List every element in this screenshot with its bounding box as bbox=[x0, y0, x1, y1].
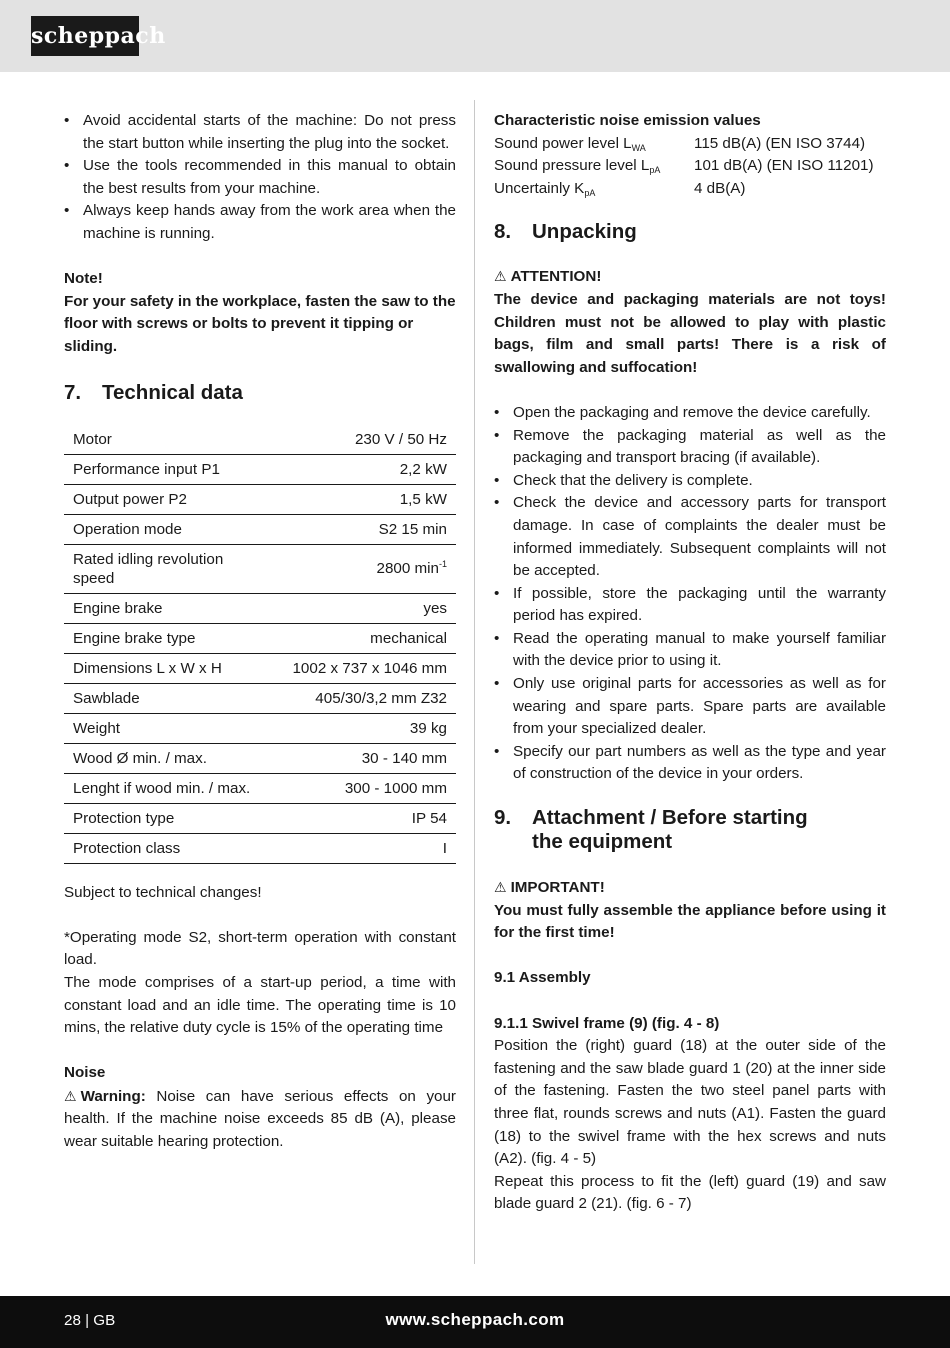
spec-label: Dimensions L x W x H bbox=[64, 653, 272, 683]
note-title: Note! bbox=[64, 270, 103, 288]
warning-icon: ⚠ bbox=[494, 268, 507, 285]
note-text: For your safety in the workplace, fasten the saw to the floor with screws or bolts to prevent it tipping or sliding. bbox=[64, 292, 456, 355]
spec-value-text: 1002 x 737 x 1046 mm bbox=[292, 659, 447, 677]
noise-label-sub: WA bbox=[631, 142, 646, 153]
noise-title: Noise bbox=[64, 1064, 106, 1082]
unpacking-bullet-list bbox=[494, 402, 886, 786]
spec-label: Motor bbox=[64, 425, 272, 455]
spec-label: Protection class bbox=[64, 833, 272, 863]
spec-value-text: mechanical bbox=[370, 629, 447, 647]
table-row bbox=[64, 653, 456, 683]
spec-value-text: 2800 min bbox=[376, 560, 439, 578]
spec-value-text: 230 V / 50 Hz bbox=[354, 430, 447, 448]
header-bar bbox=[0, 0, 950, 72]
list-item: • Check that the delivery is complete. bbox=[494, 470, 886, 493]
spec-value bbox=[272, 454, 456, 484]
noise-value: 4 dB(A) bbox=[694, 179, 746, 197]
list-item: • Open the packaging and remove the device carefully. bbox=[494, 402, 886, 425]
spec-value-superscript: -1 bbox=[438, 559, 447, 570]
noise-label bbox=[494, 178, 694, 201]
operating-mode-description: The mode comprises of a start-up period, a time with constant load and an idle time. The operating time is 10 mins, the relative duty cycle is 15% of the operating time bbox=[64, 973, 456, 1037]
left-column bbox=[64, 110, 456, 1154]
safety-bullet-list bbox=[64, 110, 456, 246]
section-number: 7. bbox=[64, 380, 82, 404]
spec-value bbox=[272, 653, 456, 683]
section-title-line2: the equipment bbox=[532, 830, 673, 854]
noise-value: 101 dB(A) (EN ISO 11201) bbox=[694, 157, 874, 175]
spec-value-text: S2 15 min bbox=[378, 520, 447, 538]
spec-label: Lenght if wood min. / max. bbox=[64, 773, 272, 803]
spec-value-text: 405/30/3,2 mm Z32 bbox=[315, 689, 447, 707]
technical-data-table bbox=[64, 425, 456, 864]
warning-label: Warning: bbox=[80, 1087, 146, 1105]
scheppach-logo: scheppach bbox=[31, 16, 139, 56]
table-row bbox=[64, 544, 456, 593]
warning-icon: ⚠ bbox=[64, 1087, 77, 1104]
noise-label-text: Sound power level L bbox=[494, 134, 632, 152]
list-item: • Remove the packaging material as well as the packaging and transport bracing (if available). bbox=[494, 425, 886, 470]
spec-label: Wood Ø min. / max. bbox=[64, 743, 272, 773]
spec-value bbox=[272, 803, 456, 833]
spec-label: Protection type bbox=[64, 803, 272, 833]
spec-value-text: IP 54 bbox=[411, 809, 447, 827]
list-item: • If possible, store the packaging until the warranty period has expired. bbox=[494, 583, 886, 628]
table-row bbox=[64, 425, 456, 455]
spec-label: Weight bbox=[64, 713, 272, 743]
spec-value bbox=[272, 623, 456, 653]
spec-value bbox=[272, 425, 456, 455]
section-number: 9. bbox=[494, 806, 512, 830]
subject-to-changes: Subject to technical changes! bbox=[64, 883, 262, 901]
spec-value-text: 30 - 140 mm bbox=[361, 749, 447, 767]
spec-label: Output power P2 bbox=[64, 484, 272, 514]
noise-label-sub: pA bbox=[584, 187, 596, 198]
footer-bar bbox=[0, 1296, 950, 1348]
important-label-text: IMPORTANT! bbox=[510, 879, 605, 897]
list-item: • Avoid accidental starts of the machine: Do not press the start button while inserting the plug into the socket. bbox=[64, 110, 456, 155]
noise-label-sub: pA bbox=[649, 165, 661, 176]
noise-label bbox=[494, 155, 694, 178]
assembly-paragraph-2: Repeat this process to fit the (left) guard (19) and saw blade guard 2 (21). (fig. 6 - 7) bbox=[494, 1172, 886, 1213]
spec-value bbox=[272, 484, 456, 514]
important-text: You must fully assemble the appliance before using it for the first time! bbox=[494, 901, 886, 942]
spec-value-text: 39 kg bbox=[409, 719, 447, 737]
section-7-heading bbox=[64, 381, 456, 405]
noise-value: 115 dB(A) (EN ISO 3744) bbox=[694, 134, 866, 152]
spec-value bbox=[272, 773, 456, 803]
noise-label bbox=[494, 133, 694, 156]
noise-emission-values bbox=[494, 133, 886, 201]
spec-label: Performance input P1 bbox=[64, 454, 272, 484]
spec-label: Rated idling revolution speed bbox=[64, 544, 272, 593]
list-item: • Always keep hands away from the work area when the machine is running. bbox=[64, 200, 456, 245]
noise-warning bbox=[64, 1085, 456, 1154]
section-title: Technical data bbox=[102, 380, 243, 404]
subsection-swivel-frame: 9.1.1 Swivel frame (9) (fig. 4 - 8) bbox=[494, 1014, 720, 1032]
page-number: 28 | GB bbox=[64, 1312, 116, 1329]
table-row bbox=[64, 484, 456, 514]
section-number: 8. bbox=[494, 220, 512, 244]
column-divider bbox=[474, 100, 475, 1264]
list-item: • Use the tools recommended in this manual to obtain the best results from your machine. bbox=[64, 155, 456, 200]
spec-label: Engine brake type bbox=[64, 623, 272, 653]
table-row bbox=[64, 593, 456, 623]
spec-value-text: 1,5 kW bbox=[399, 490, 447, 508]
subsection-assembly: 9.1 Assembly bbox=[494, 969, 591, 987]
attention-label bbox=[494, 265, 886, 289]
spec-label: Sawblade bbox=[64, 683, 272, 713]
noise-label-text: Sound pressure level L bbox=[494, 157, 650, 175]
table-row bbox=[64, 514, 456, 544]
list-item: • Read the operating manual to make yourself familiar with the device prior to using it. bbox=[494, 628, 886, 673]
table-row bbox=[64, 773, 456, 803]
page-number-value: 28 bbox=[64, 1312, 81, 1329]
attention-label-text: ATTENTION! bbox=[510, 268, 602, 286]
important-label bbox=[494, 876, 886, 900]
spec-value bbox=[272, 544, 456, 593]
noise-label-text: Uncertainly K bbox=[494, 179, 585, 197]
spec-value bbox=[272, 713, 456, 743]
spec-value bbox=[272, 683, 456, 713]
table-row bbox=[64, 803, 456, 833]
table-row bbox=[64, 683, 456, 713]
right-column bbox=[494, 110, 886, 1216]
warning-text: Noise can have serious effects on your health. If the machine noise exceeds 85 dB (A), please wear suitable hearing protection. bbox=[64, 1087, 456, 1151]
operating-mode-note: *Operating mode S2, short-term operation with constant load. bbox=[64, 928, 456, 969]
website-url: www.scheppach.com bbox=[385, 1310, 565, 1329]
assembly-paragraph-1: Position the (right) guard (18) at the outer side of the fastening and the saw blade guard 1 (20) at the inner side of the fastening. Fasten the two steel panel parts with three flat, rounds screws and nuts (A1). Fasten the guard (18) to the swivel frame with the hex screws and nuts (A2). (fig. 4 - 5) bbox=[494, 1037, 886, 1168]
spec-label: Engine brake bbox=[64, 593, 272, 623]
section-title: Unpacking bbox=[532, 220, 637, 244]
table-row bbox=[64, 713, 456, 743]
language-code: GB bbox=[93, 1312, 116, 1329]
spec-value bbox=[272, 833, 456, 863]
spec-value bbox=[272, 743, 456, 773]
spec-value-text: 300 - 1000 mm bbox=[344, 779, 447, 797]
list-item: • Only use original parts for accessories as well as for wearing and spare parts. Spare parts are available from your specialized dealer. bbox=[494, 673, 886, 741]
spec-value-text: I bbox=[442, 839, 447, 857]
table-row bbox=[64, 743, 456, 773]
spec-value bbox=[272, 514, 456, 544]
spec-value-text: yes bbox=[423, 599, 447, 617]
section-9-heading bbox=[494, 806, 886, 854]
section-8-heading bbox=[494, 220, 886, 244]
spec-value bbox=[272, 593, 456, 623]
list-item: • Specify our part numbers as well as the type and year of construction of the device in your orders. bbox=[494, 741, 886, 786]
warning-icon: ⚠ bbox=[494, 879, 507, 896]
spec-value-text: 2,2 kW bbox=[399, 460, 447, 478]
section-title: Attachment / Before starting bbox=[532, 806, 808, 830]
table-row bbox=[64, 833, 456, 863]
table-row bbox=[64, 623, 456, 653]
table-row bbox=[64, 454, 456, 484]
spec-label: Operation mode bbox=[64, 514, 272, 544]
attention-text: The device and packaging materials are not toys! Children must not be allowed to play with plastic bags, film and small parts! There is a risk of swallowing and suffocation! bbox=[494, 290, 886, 376]
list-item: • Check the device and accessory parts for transport damage. In case of complaints the dealer must be informed immediately. Subsequent complaints will not be accepted. bbox=[494, 492, 886, 582]
noise-emission-title: Characteristic noise emission values bbox=[494, 112, 761, 129]
